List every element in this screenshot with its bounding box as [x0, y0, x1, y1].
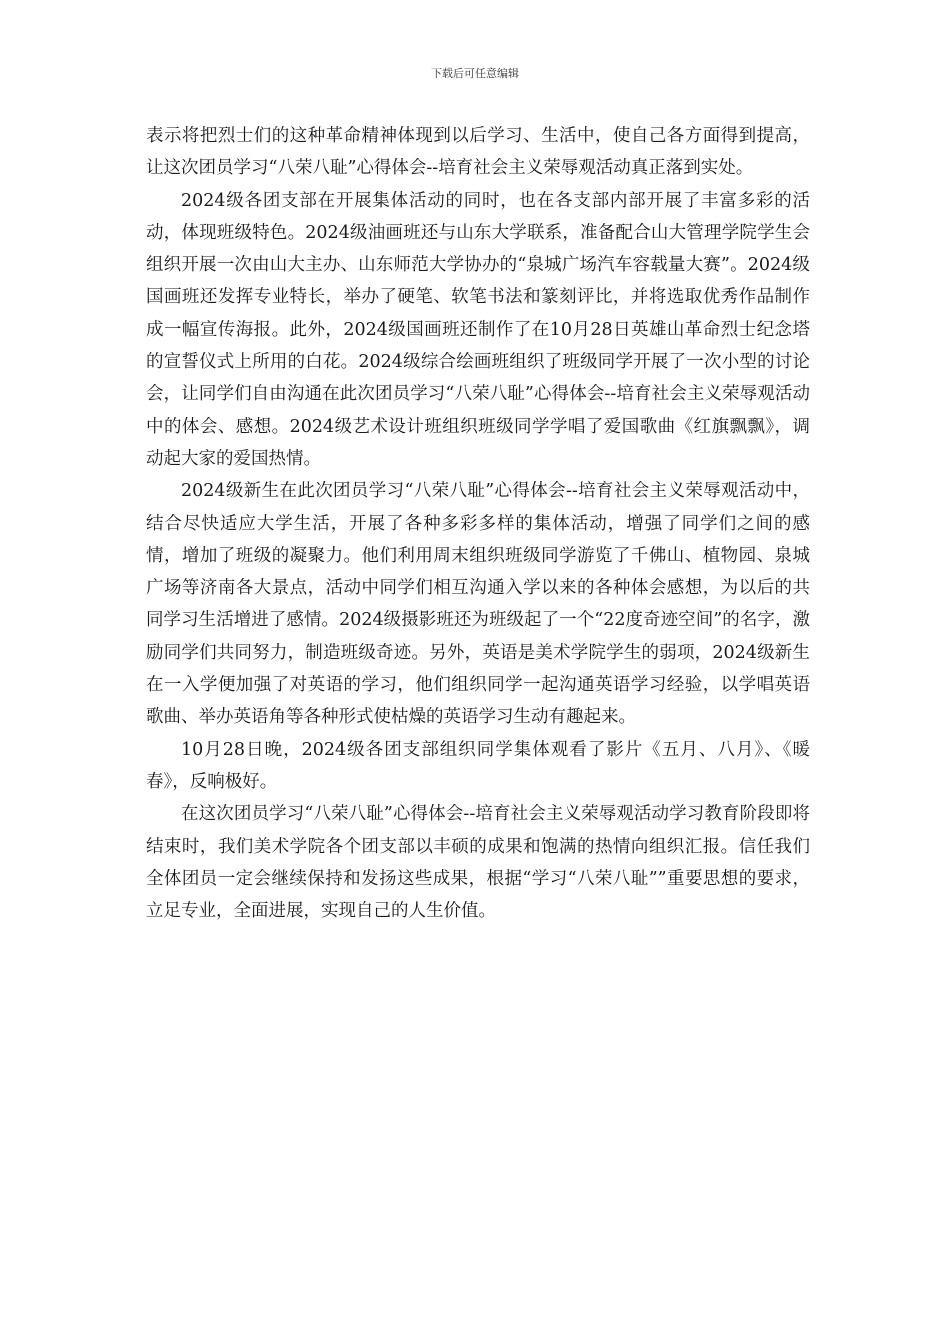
paragraph-continuation: 表示将把烈士们的这种革命精神体现到以后学习、生活中，使自己各方面得到提高，让这次团员学习“八荣八耻”心得体会--培育社会主义荣辱观活动真正落到实处。 — [146, 126, 810, 179]
paragraph-conclusion: 在这次团员学习“八荣八耻”心得体会--培育社会主义荣辱观活动学习教育阶段即将结束时，我们美术学院各个团支部以丰硕的成果和饱满的热情向组织汇报。信任我们全体团员一定会继续保持和发扬这些成果，根据“学习“八荣八耻””重要思想的要求，立足专业，全面进展，实现自己的人生价值。 — [146, 804, 810, 922]
paragraph-freshmen-activities: 2024级新生在此次团员学习“八荣八耻”心得体会--培育社会主义荣辱观活动中，结合尽快适应大学生活，开展了各种多彩多样的集体活动，增强了同学们之间的感情，增加了班级的凝聚力。他们利用周末组织班级同学游览了千佛山、植物园、泉城广场等济南各大景点，活动中同学们相互沟通入学以来的各种体会感想，为以后的共同学习生活增进了感情。2024级摄影班还为班级起了一个“22度奇迹空间”的名字，激励同学们共同努力，制造班级奇迹。另外，英语是美术学院学生的弱项，2024级新生在一入学便加强了对英语的学习，他们组织同学一起沟通英语学习经验，以学唱英语歌曲、举办英语角等各种形式使枯燥的英语学习生动有趣起来。 — [146, 481, 810, 728]
paragraph-film-viewing: 10月28日晚，2024级各团支部组织同学集体观看了影片《五月、八月》、《暖春》，反响极好。 — [146, 739, 810, 792]
document-body — [146, 120, 810, 927]
page-header: 下载后可任意编辑 — [431, 67, 519, 80]
paragraph-branch-activities: 2024级各团支部在开展集体活动的同时，也在各支部内部开展了丰富多彩的活动，体现班级特色。2024级油画班还与山东大学联系，准备配合山大管理学院学生会组织开展一次由山大主办、山东师范大学协办的“泉城广场汽车容载量大赛”。2024级国画班还发挥专业特长，举办了硬笔、软笔书法和篆刻评比，并将选取优秀作品制作成一幅宣传海报。此外，2024级国画班还制作了在10月28日英雄山革命烈士纪念塔的宣誓仪式上所用的白花。2024级综合绘画班组织了班级同学开展了一次小型的讨论会，让同学们自由沟通在此次团员学习“八荣八耻”心得体会--培育社会主义荣辱观活动中的体会、感想。2024级艺术设计班组织班级同学学唱了爱国歌曲《红旗飘飘》，调动起大家的爱国热情。 — [146, 190, 810, 469]
